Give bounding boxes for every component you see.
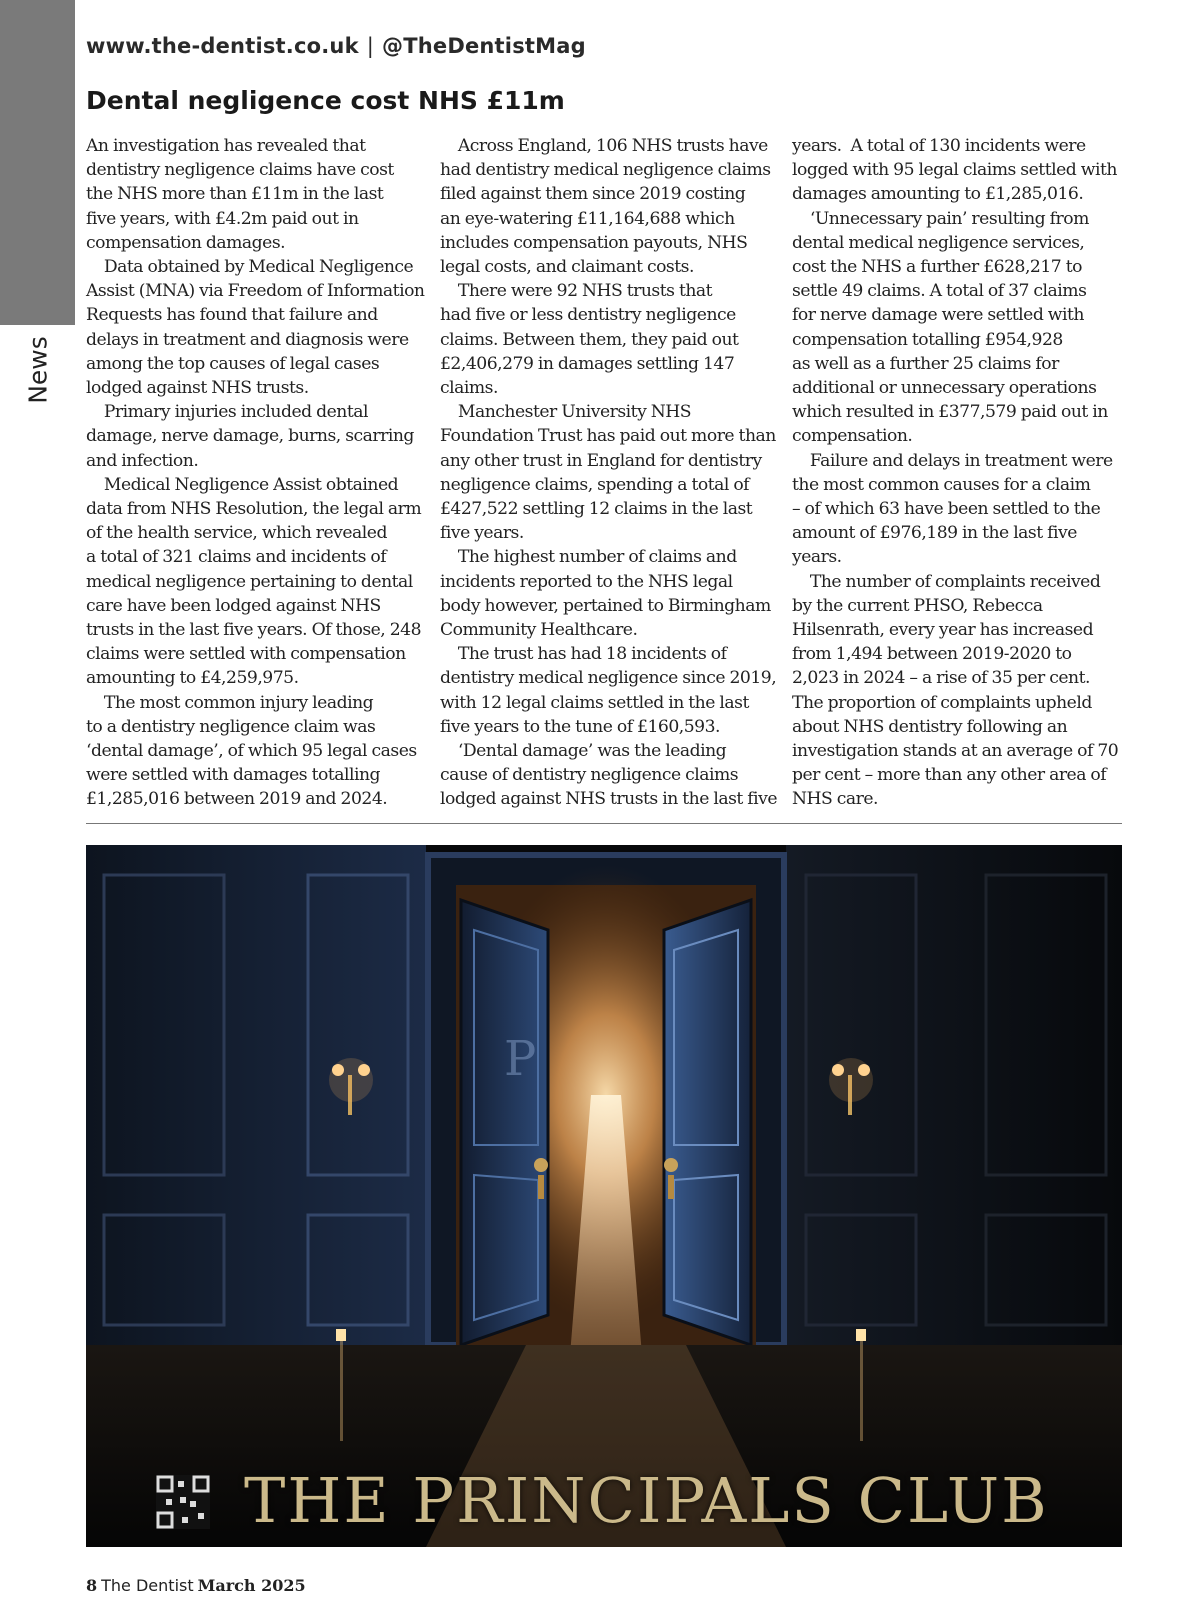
paragraph: Across England, 106 NHS trusts have had dentistry medical negligence claims filed against them since 2019 costing an eye-watering £11,164,688 which includes compensation payouts, NHS legal costs, and claimant costs.	[440, 136, 771, 278]
section-tab	[0, 0, 75, 325]
paragraph: Failure and delays in treatment were the most common causes for a claim – of which 63 have been settled to the amount of £976,189 in the last five years.	[792, 450, 1113, 568]
paragraph: ‘Dental damage’ was the leading cause of dentistry negligence claims lodged against NHS trusts in the last five	[440, 741, 778, 810]
masthead-separator: |	[366, 34, 375, 58]
paragraph: The highest number of claims and incidents reported to the NHS legal body however, pertained to Birmingham Community Healthcare.	[440, 547, 771, 641]
section-label: News	[23, 336, 53, 404]
paragraph: Data obtained by Medical Negligence Assist (MNA) via Freedom of Information Requests has found that failure and delays in treatment and diagnosis were among the top causes of legal cases lodged against NHS trusts.	[86, 257, 425, 399]
qr-code-icon	[156, 1475, 210, 1529]
issue-date: March 2025	[197, 1576, 306, 1595]
section-divider	[86, 823, 1122, 824]
page-footer	[86, 1576, 306, 1595]
paragraph: Manchester University NHS Foundation Trust has paid out more than any other trust in England for dentistry negligence claims, spending a total of £427,522 settling 12 claims in the last five years.	[440, 402, 776, 544]
paragraph: Medical Negligence Assist obtained data from NHS Resolution, the legal arm of the health service, which revealed a total of 321 claims and incidents of medical negligence pertaining to dental care have been lodged against NHS trusts in the last five years. Of those, 248 claims were settled with compensation amounting to £4,259,975.	[86, 474, 422, 689]
site-url[interactable]: www.the-dentist.co.uk	[86, 34, 359, 58]
advert-title: THE PRINCIPALS CLUB	[244, 1464, 1049, 1537]
article-column-2	[440, 134, 777, 812]
social-handle[interactable]: @TheDentistMag	[382, 34, 586, 58]
publication-name: The Dentist	[101, 1576, 194, 1595]
page-number: 8	[86, 1576, 98, 1595]
paragraph: An investigation has revealed that dentistry negligence claims have cost the NHS more than £11m in the last five years, with £4.2m paid out in compensation damages.	[86, 136, 394, 253]
paragraph: years. A total of 130 incidents were logged with 95 legal claims settled with damages amounting to £1,285,016.	[792, 136, 1117, 205]
article-column-3	[792, 134, 1118, 812]
article-column-1	[86, 134, 425, 812]
paragraph: The trust has had 18 incidents of dentistry medical negligence since 2019, with 12 legal claims settled in the last five years to the tune of £160,593.	[440, 644, 777, 737]
advert-illustration	[86, 845, 1122, 1547]
advert-principals-club[interactable]	[86, 845, 1122, 1547]
svg-text:P: P	[504, 1031, 537, 1087]
paragraph: ‘Unnecessary pain’ resulting from dental medical negligence services, cost the NHS a further £628,217 to settle 49 claims. A total of 37 claims for nerve damage were settled with compensation totalling £954,928 as well as a further 25 claims for additional or unnecessary operations which resulted in £377,579 paid out in compensation.	[792, 208, 1108, 447]
paragraph: The most common injury leading to a dentistry negligence claim was ‘dental damage’, of which 95 legal cases were settled with damages totalling £1,285,016 between 2019 and 2024.	[86, 692, 417, 810]
paragraph: There were 92 NHS trusts that had five or less dentistry negligence claims. Between them, they paid out £2,406,279 in damages settling 147 claims.	[440, 281, 739, 399]
masthead	[86, 34, 586, 58]
paragraph: Primary injuries included dental damage, nerve damage, burns, scarring and infection.	[86, 402, 414, 471]
article-headline: Dental negligence cost NHS £11m	[86, 86, 565, 115]
paragraph: The number of complaints received by the current PHSO, Rebecca Hilsenrath, every year has increased from 1,494 between 2019-2020 to 2,023 in 2024 – a rise of 35 per cent. The proportion of complaints upheld about NHS dentistry following an investigation stands at an average of 70 per cent – more than any other area of NHS care.	[792, 571, 1119, 810]
